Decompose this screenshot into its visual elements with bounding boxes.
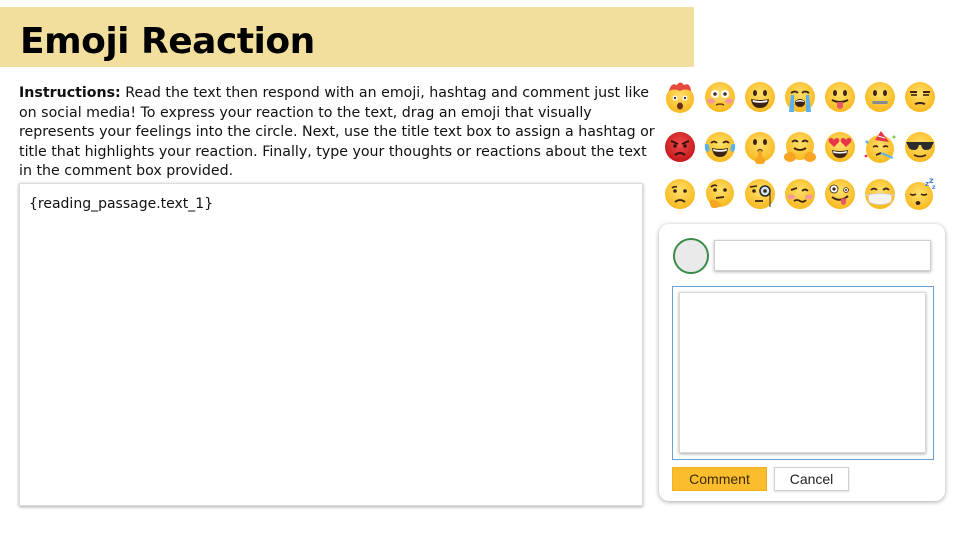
reading-passage-box bbox=[19, 183, 643, 506]
zipper-mouth-emoji-icon[interactable] bbox=[863, 80, 897, 114]
hugging-emoji-icon[interactable] bbox=[783, 130, 817, 164]
flushed-emoji-icon[interactable] bbox=[703, 80, 737, 114]
tongue-out-emoji-icon[interactable] bbox=[823, 80, 857, 114]
thinking-emoji-icon[interactable] bbox=[703, 177, 737, 211]
page-title: Emoji Reaction bbox=[20, 21, 315, 62]
zany-emoji-icon[interactable] bbox=[823, 177, 857, 211]
partying-emoji-icon[interactable] bbox=[863, 130, 897, 164]
unamused-emoji-icon[interactable] bbox=[903, 80, 937, 114]
title-banner bbox=[0, 7, 694, 67]
sleeping-emoji-icon[interactable] bbox=[903, 177, 937, 211]
exploding-head-emoji-icon[interactable] bbox=[663, 80, 697, 114]
comment-textarea[interactable] bbox=[679, 292, 926, 453]
comment-card bbox=[659, 224, 945, 501]
cancel-button[interactable]: Cancel bbox=[774, 467, 849, 491]
instructions-body: Read the text then respond with an emoji, hashtag and comment just like on social media! To express your reaction to the text, drag an emoji that visually represents your feelings into the circle. Next, use the title text box to assign a hashtag or title that highlights your reaction. Finally, type your thoughts or reactions about the text in the comment box provided. bbox=[19, 85, 655, 179]
frowning-emoji-icon[interactable] bbox=[663, 177, 697, 211]
monocle-emoji-icon[interactable] bbox=[743, 177, 777, 211]
woozy-emoji-icon[interactable] bbox=[783, 177, 817, 211]
comment-box-frame bbox=[672, 286, 934, 460]
svg-text:z: z bbox=[925, 180, 930, 188]
svg-text:z: z bbox=[932, 184, 936, 191]
medical-mask-emoji-icon[interactable] bbox=[863, 177, 897, 211]
comment-button[interactable]: Comment bbox=[672, 467, 767, 491]
svg-text:z: z bbox=[929, 177, 934, 185]
instructions-label: Instructions: bbox=[19, 85, 121, 101]
angry-emoji-icon[interactable] bbox=[663, 130, 697, 164]
heart-eyes-emoji-icon[interactable] bbox=[823, 130, 857, 164]
loudly-crying-emoji-icon[interactable] bbox=[783, 80, 817, 114]
grinning-emoji-icon[interactable] bbox=[743, 80, 777, 114]
shushing-emoji-icon[interactable] bbox=[743, 130, 777, 164]
emoji-drop-circle[interactable] bbox=[673, 238, 709, 274]
instructions-text bbox=[19, 84, 664, 182]
hashtag-title-input[interactable] bbox=[714, 240, 931, 271]
reading-passage-placeholder: {reading_passage.text_1} bbox=[29, 196, 214, 212]
sunglasses-emoji-icon[interactable] bbox=[903, 130, 937, 164]
tears-of-joy-emoji-icon[interactable] bbox=[703, 130, 737, 164]
